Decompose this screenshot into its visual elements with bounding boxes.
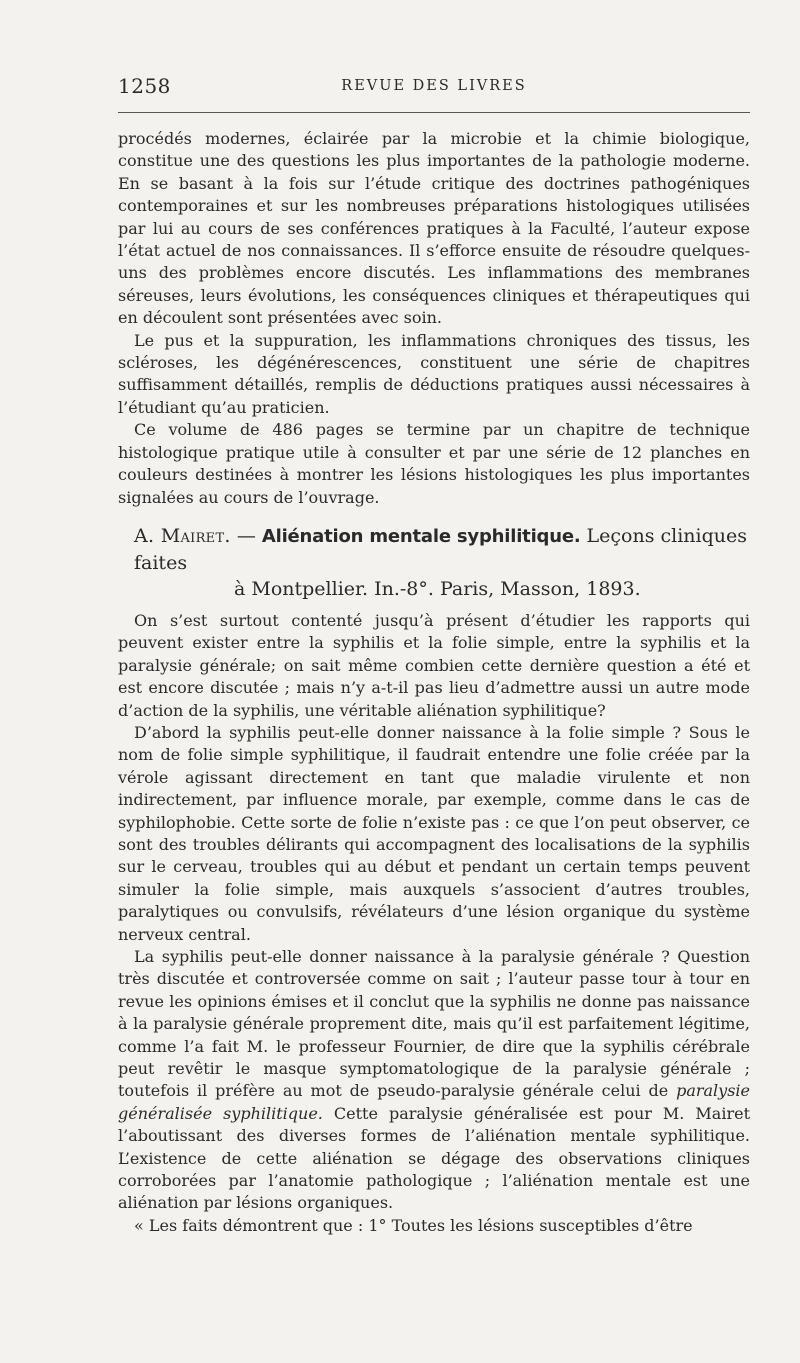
review-dash: — [236,524,256,547]
page-header [118,70,750,110]
review-heading [118,523,750,602]
paragraph: On s’est surtout contenté jusqu’à présent d’étudier les rapports qui peuvent exister entre la syphilis et la folie simple, entre la syphilis et la paralysie générale; on sait même combien cette dernière question a été et est encore discutée ; mais n’y a-t-il pas lieu d’admettre aussi un autre mode d’action de la syphilis, une véritable aliénation syphilitique? [118,610,750,720]
paragraph-continuation: procédés modernes, éclairée par la microbie et la chimie biologique, constitue une des questions les plus importantes de la pathologie moderne. En se basant à la fois sur l’étude critique des doctrines pathogéniques contemporaines et sur les nombreuses préparations histologiques utilisées par lui au cours de ses conférences pratiques à la Faculté, l’auteur expose l’état actuel de nos connaissances. Il s’efforce ensuite de résoudre quelques-uns des problèmes encore discutés. Les inflammations des membranes séreuses, leurs évolutions, les conséquences cliniques et thérapeutiques qui en découlent sont présentées avec soin. [118,129,750,328]
review-subtitle-a: Leçons cliniques faites [134,524,748,574]
paragraph: D’abord la syphilis peut-elle donner naissance à la folie simple ? Sous le nom de folie simple syphilitique, il faudrait entendre une folie créée par la vérole agissant directement en tant que maladie virulente et non indirectement, par influence morale, par exemple, comme dans le cas de syphilophobie. Cette sorte de folie n’existe pas : ce que l’on peut observer, ce sont des troubles délirants qui accompagnent des localisations de la syphilis sur le cerveau, troubles qui au début et pendant un certain temps peuvent simuler la folie simple, mais auxquels s’associent d’autres troubles, paralytiques ou convulsifs, révélateurs d’une lésion organique du système nerveux central. [118,722,750,944]
paragraph: « Les faits démontrent que : 1° Toutes les lésions susceptibles d’être [134,1215,693,1235]
review-author: A. Mairet. [134,524,231,547]
review-body [118,610,750,1237]
page-number: 1258 [118,74,171,98]
italic-term: paralysie généralisée syphilitique. [118,1081,750,1123]
paragraph-text: Cette paralysie généralisée est pour M. Mairet l’aboutissant des diverses formes de l’aliénation mentale syphilitique. L’existence de cette aliénation se dégage des observations cliniques corroborées par l’anatomie pathologique ; l’aliénation mentale est une aliénation par lésions organiques. [118,1103,750,1213]
paragraph: Ce volume de 486 pages se termine par un chapitre de technique histologique pratique utile à consulter et par une série de 12 planches en couleurs destinées à montrer les lésions histologiques les plus importantes signalées au cours de l’ouvrage. [118,420,750,507]
running-title: REVUE DES LIVRES [341,78,527,94]
header-rule [118,112,750,113]
review-title: Aliénation mentale syphilitique. [261,525,581,547]
review-subtitle-b: à Montpellier. In.-8°. Paris, Masson, 1893. [234,577,641,600]
paragraph-text: La syphilis peut-elle donner naissance à la paralysie générale ? Question très discutée et controversée comme on sait ; l’auteur passe tour à tour en revue les opinions émises et il conclut que la syphilis ne donne pas naissance à la paralysie générale proprement dite, mais qu’il est parfaitement légitime, comme l’a fait M. le professeur Fournier, de dire que la syphilis cérébrale peut revêtir le masque symptomatologique de la paralysie générale ; toutefois il préfère au mot de pseudo-paralysie générale celui de [118,947,750,1101]
paragraph [118,946,750,1215]
page-body [118,128,750,1237]
paragraph: Le pus et la suppuration, les inflammations chroniques des tissus, les scléroses, les dégénérescences, constituent une série de chapitres suffisamment détaillés, remplis de déductions pratiques aussi nécessaires à l’étudiant qu’au praticien. [118,330,750,417]
